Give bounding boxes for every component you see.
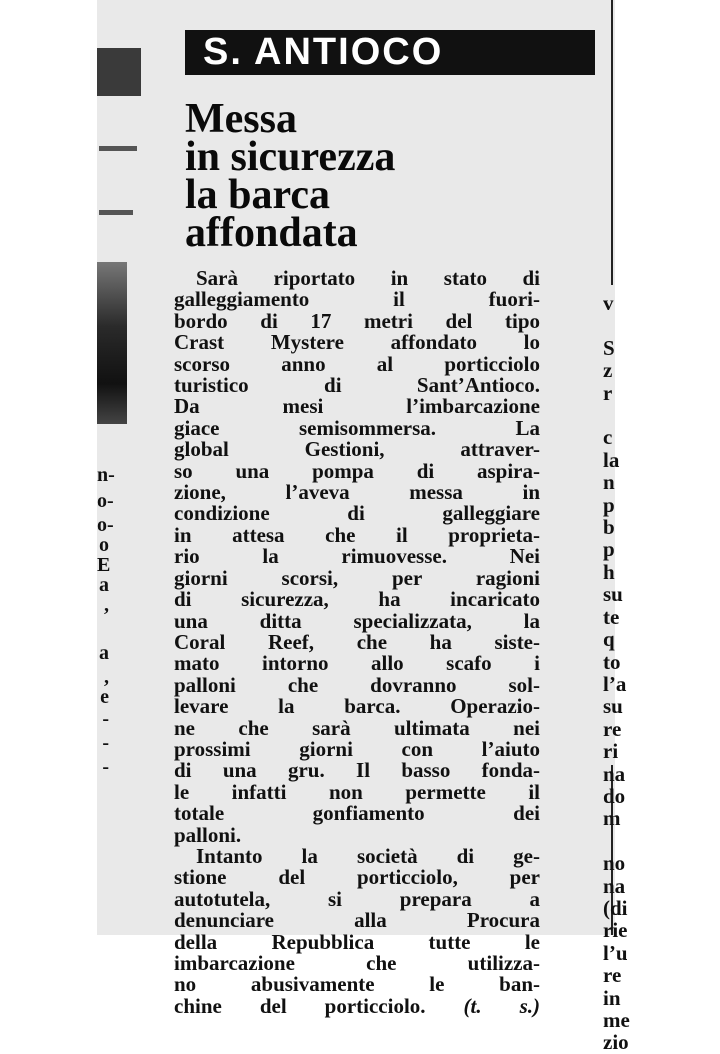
body-line: di sicurezza, ha incaricato (174, 587, 540, 612)
body-line: levare la barca. Operazio- (174, 694, 540, 719)
body-line: no abusivamente le ban- (174, 972, 540, 997)
body-line: denunciare alla Procura (174, 908, 540, 933)
right-fragment: q (603, 627, 615, 652)
headline-line: in sicurezza (185, 134, 396, 180)
body-line: Sarà riportato in stato di (196, 266, 540, 290)
left-dark-block (97, 48, 141, 96)
right-fragment: su (603, 582, 623, 607)
body-line: palloni che dovranno sol- (174, 672, 540, 697)
left-fragment: , (104, 594, 109, 616)
left-fragment: n- (97, 464, 115, 486)
headline-line: affondata (185, 210, 358, 256)
headline-line: Messa (185, 96, 297, 142)
right-fragment: p (603, 537, 615, 562)
left-fragment: o- (97, 490, 114, 512)
left-adjacent-column (97, 0, 145, 935)
left-fragment: a (99, 642, 109, 664)
left-fragment: E (97, 554, 111, 576)
left-fragment: - (102, 756, 109, 778)
left-fragment: o- (97, 514, 114, 536)
right-fragment: na (603, 761, 626, 786)
body-line: stione del porticciolo, per (174, 865, 540, 890)
right-fragment: z (603, 358, 613, 383)
body-line: autotutela, si prepara a (174, 886, 540, 911)
right-fragment: ri (603, 739, 619, 764)
right-fragment: h (603, 559, 615, 584)
right-fragment: r (603, 380, 613, 405)
body-line: global Gestioni, attraver- (174, 437, 540, 462)
body-line: giorni scorsi, per ragioni (174, 565, 540, 590)
right-fragments (603, 292, 630, 1054)
body-line: una ditta specializzata, la (174, 608, 540, 633)
right-fragment: l’u (603, 940, 628, 965)
body-line: prossimi giorni con l’aiuto (174, 736, 540, 761)
body-line: turistico di Sant’Antioco. (174, 373, 540, 398)
body-line: in attesa che il proprieta- (174, 522, 540, 547)
body-line: so una pompa di aspira- (174, 458, 540, 483)
right-fragment: rie (603, 918, 628, 943)
body-line: galleggiamento il fuori- (174, 287, 540, 312)
right-fragment: in (603, 985, 621, 1010)
right-fragment: p (603, 492, 615, 517)
body-line: scorso anno al porticciolo (174, 351, 540, 376)
right-fragment: re (603, 716, 622, 741)
left-dash (99, 210, 133, 215)
left-dash (99, 146, 137, 151)
column-rule (611, 0, 613, 285)
body-line: Coral Reef, che ha siste- (174, 629, 540, 654)
right-fragment: m (603, 806, 621, 831)
body-line: giace semisommersa. La (174, 415, 540, 440)
body-line: ne che sarà ultimata nei (174, 715, 540, 740)
article-headline (185, 96, 595, 256)
right-fragment: do (603, 783, 626, 808)
body-line: le infatti non permette il (174, 779, 540, 804)
body-line: totale gonfiamento dei (174, 801, 540, 826)
headline-line: la barca (185, 172, 331, 218)
right-fragment: to (603, 649, 621, 674)
right-adjacent-column (603, 0, 630, 1054)
right-fragment: me (603, 1008, 630, 1032)
right-fragment: n (603, 470, 615, 495)
right-fragment (603, 404, 630, 426)
left-fragment: , (104, 666, 109, 688)
left-fragment: o (99, 534, 109, 556)
body-line: della Repubblica tutte le (174, 929, 540, 954)
body-line: palloni. (174, 822, 242, 847)
body-line: imbarcazione che utilizza- (174, 951, 540, 975)
left-fragment: - (102, 732, 109, 754)
right-fragment: re (603, 963, 622, 988)
right-fragment: b (603, 515, 615, 540)
body-line: bordo di 17 metri del tipo (174, 308, 540, 333)
right-fragment: te (603, 604, 620, 629)
right-fragment: S (603, 335, 615, 360)
left-fragment: a (99, 574, 109, 596)
right-fragment (603, 314, 630, 336)
body-line: Intanto la società di ge- (196, 843, 540, 868)
right-fragment (603, 830, 630, 852)
right-fragment: zio (603, 1030, 629, 1054)
right-fragment: su (603, 694, 623, 719)
right-fragment: (di (603, 895, 628, 920)
body-line: di una gru. Il basso fonda- (174, 758, 540, 783)
body-line: Da mesi l’imbarcazione (174, 394, 540, 419)
author-initials: (t. s.) (463, 993, 540, 1018)
body-line: Crast Mystere affondato lo (174, 330, 540, 355)
right-fragment: l’a (603, 671, 627, 696)
left-photo-fragment (97, 262, 127, 424)
right-fragment: na (603, 873, 626, 898)
body-line: condizione di galleggiare (174, 501, 540, 526)
body-line: zione, l’aveva messa in (174, 480, 540, 505)
section-kicker: S. ANTIOCO (185, 30, 595, 75)
body-line: rio la rimuovesse. Nei (174, 544, 540, 569)
body-line: mato intorno allo scafo i (174, 651, 540, 676)
left-fragment: - (102, 708, 109, 730)
right-fragment: c (603, 425, 613, 450)
left-fragment: e (100, 686, 109, 708)
newspaper-clipping (97, 0, 630, 1054)
article-body (174, 268, 540, 1017)
right-fragment: v (603, 291, 614, 315)
body-line-text: chine del porticciolo. (174, 993, 426, 1018)
right-fragment: no (603, 851, 626, 876)
right-fragment: la (603, 447, 620, 472)
body-line-final (174, 993, 540, 1018)
